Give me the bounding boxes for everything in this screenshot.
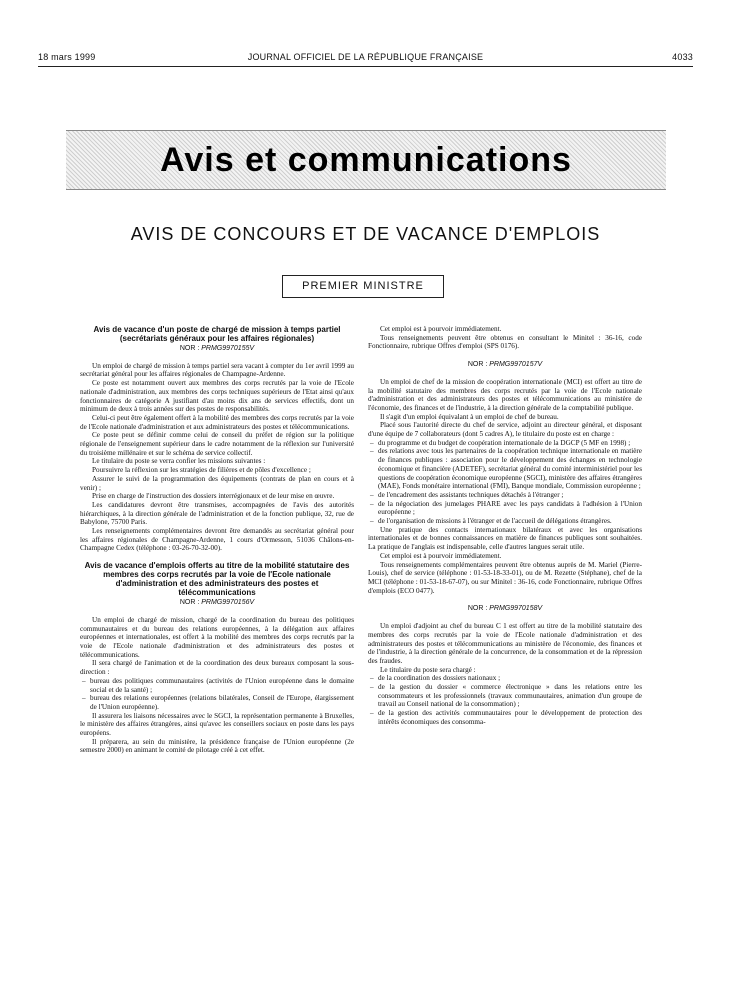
paragraph: Placé sous l'autorité directe du chef de service, adjoint au directeur général, et disposant d'une équipe de 7 collaborateurs (dont 5 cadres A), le titulaire du poste est en charge : [368,421,642,439]
nor-reference: NOR : PRMG9970156V [179,599,255,607]
list-item: – bureau des relations européennes (relations bilatérales, Conseil de l'Europe, élargissement de l'Union européenne). [90,694,354,711]
list-item: – de l'organisation de missions à l'étranger et de l'accueil de délégations étrangères. [378,517,642,526]
nor-reference: NOR : PRMG9970158V [467,605,543,613]
paragraph: Cet emploi est à pourvoir immédiatement. [380,325,502,333]
paragraph: Il préparera, au sein du ministère, la présidence française de l'Union européenne (2e semestre 2000) en animant le comité de pilotage créé à cet effet. [80,737,354,755]
bullet-list [368,439,642,526]
paragraph: Tous renseignements complémentaires peuvent être obtenus auprès de M. Mariel (Pierre-Louis), chef de service (téléphone : 01-53-18-33-01), ou de M. Rezette (Stéphane), chef de la MCI (téléphone : 01-53-18-67-07), ou sur Minitel : 36-16, code Fonctionnaire, rubrique Offres d'emplois (ECO 0477). [368,560,642,595]
nor-reference: NOR : PRMG9970157V [467,361,543,369]
bullet-list [80,677,354,712]
banner [66,130,666,190]
article-title: Avis de vacance d'un poste de chargé de mission à temps partiel (secrétariats généraux pour les affaires régionales) [93,325,341,343]
paragraph: Celui-ci peut être également offert à la mobilité des membres des corps recrutés par la voie de l'Ecole nationale d'administration et aux administrateurs des postes et télécommunications. [80,413,354,431]
list-item: – de l'encadrement des assistants techniques détachés à l'étranger ; [378,491,642,500]
paragraph: Tous renseignements peuvent être obtenus en consultant le Minitel : 36-16, code Fonctionnaire, rubrique Offres d'emploi (SPS 0176). [368,333,642,351]
paragraph: Il sera chargé de l'animation et de la coordination des deux bureaux composant la sous-direction : [80,659,354,677]
list-item: – du programme et du budget de coopération internationale de la DGCP (5 MF en 1998) ; [378,439,642,448]
paragraph: Un emploi de chef de la mission de coopération internationale (MCI) est offert au titre de la mobilité statutaire des membres des corps recrutés par la voie de l'Ecole nationale d'administration et des administrateurs des postes et télécommunications au ministère de l'économie, des finances et de l'industrie, à la direction générale de la comptabilité publique. [368,377,642,412]
paragraph: Prise en charge de l'instruction des dossiers interrégionaux et de leur mise en œuvre. [92,492,335,501]
list-item: – de la gestion du dossier « commerce électronique » dans les relations entre les consommateurs et les professionnels (travaux communautaires, animation d'un groupe de travail au Conseil national de la consommation) ; [378,683,642,709]
paragraph: Il assurera les liaisons nécessaires avec le SGCI, la représentation permanente à Bruxelles, le ministère des affaires étrangères, ainsi qu'avec les conseillers sociaux en poste dans les pays européens. [80,711,354,738]
page-header [38,52,693,66]
paragraph: Les candidatures devront être transmises, accompagnées de l'avis des autorités hiérarchiques, à la direction générale de l'administration et de la fonction publique, 32, rue de Babylone, 75700 Paris. [80,500,354,527]
paragraph: Assurer le suivi de la programmation des équipements (contrats de plan en cours et à venir) ; [80,474,354,492]
header-rule [38,66,693,67]
nor-reference: NOR : PRMG9970155V [179,345,255,352]
paragraph: Un emploi d'adjoint au chef du bureau C 1 est offert au titre de la mobilité statutaire des membres des corps recrutés par la voie de l'Ecole nationale d'administration et des administrateurs des postes et télécommunications au ministère de l'économie, des finances et de l'industrie, à la direction générale de la concurrence, de la consommation et de la répression des fraudes. [368,622,642,665]
list-item: – de la coordination des dossiers nationaux ; [378,674,642,683]
paragraph: Le titulaire du poste sera chargé : [380,665,476,674]
header-journal: JOURNAL OFFICIEL DE LA RÉPUBLIQUE FRANÇAISE [247,52,484,62]
list-item: – des relations avec tous les partenaires de la coopération technique internationale en matière de finances publiques : association pour le développement des échanges en technologie économique et financière (ADETEF), secrétariat général du comité interministériel pour les questions de coopération économique européenne (SGCI), ministère des affaires étrangères (MAE), Fonds monétaire international (FMI), Banque mondiale, Commission européenne ; [378,447,642,491]
paragraph: Ce poste est notamment ouvert aux membres des corps recrutés par la voie de l'Ecole nationale d'administration, aux membres des corps techniques supérieurs de l'Etat ainsi qu'aux fonctionnaires de catégorie A justifiant d'au moins dix ans de services effectifs, dont un minimum de deux à trois années sur des postes de responsabilités. [80,379,354,414]
paragraph: Cet emploi est à pourvoir immédiatement. [380,551,502,560]
paragraph: Le titulaire du poste se verra confier les missions suivantes : [92,457,266,466]
section-title: AVIS DE CONCOURS ET DE VACANCE D'EMPLOIS [130,224,601,244]
paragraph: Un emploi de chargé de mission, chargé de la coordination du bureau des politiques communautaires et du bureau des relations européennes, à la délégation aux affaires européennes et internationales, est offert à la mobilité des membres des corps recrutés par la voie de l'Ecole nationale d'administration et des administrateurs des postes et télécommunications. [80,615,354,659]
paragraph: Poursuivre la réflexion sur les stratégies de filières et de pôles d'excellence ; [92,466,311,475]
list-item: – bureau des politiques communautaires (activités de l'Union européenne dans le domaine social et de la santé) ; [90,677,354,694]
list-item: – de la gestion des activités communautaires pour le développement de protection des intérêts économiques des consomma- [378,709,642,726]
header-page-number: 4033 [672,52,693,62]
paragraph: Les renseignements complémentaires devront être demandés au secrétariat général pour les affaires régionales de Champagne-Ardenne, 1 cours d'Ormesson, 51036 Châlons-en-Champagne Cedex (téléphone : 03-26-70-32-00). [80,527,354,553]
left-column [80,325,354,755]
bullet-list [368,674,642,726]
paragraph: Ce poste peut se définir comme celui de conseil du préfet de région sur la politique régionale de l'enseignement supérieur dans le cadre notamment de la réflexion sur l'université du troisième millénaire et sur le schéma de service collectif. [80,431,354,457]
list-item: – de la négociation des jumelages PHARE avec les pays candidats à l'adhésion à l'Union européenne ; [378,500,642,517]
paragraph: Il s'agit d'un emploi équivalant à un emploi de chef de bureau. [380,412,559,421]
banner-title: Avis et communications [160,141,572,179]
header-date: 18 mars 1999 [38,52,96,62]
ministry-box: PREMIER MINISTRE [282,275,444,298]
article-title: Avis de vacance d'emplois offerts au titre de la mobilité statutaire des membres des corps recrutés par la voie de l'Ecole nationale d'administration et des administrateurs des postes et télécommunications [84,561,350,598]
paragraph: Un emploi de chargé de mission à temps partiel sera vacant à compter du 1er avril 1999 au secrétariat général pour les affaires régionales de Champagne-Ardenne. [80,361,354,379]
right-column [368,325,642,727]
paragraph: Une pratique des contacts internationaux bilatéraux et avec les organisations internationales et de bonnes connaissances en matière de finances publiques sont souhaitées. La pratique de l'anglais est indispensable, celle d'autres langues serait utile. [368,525,642,552]
